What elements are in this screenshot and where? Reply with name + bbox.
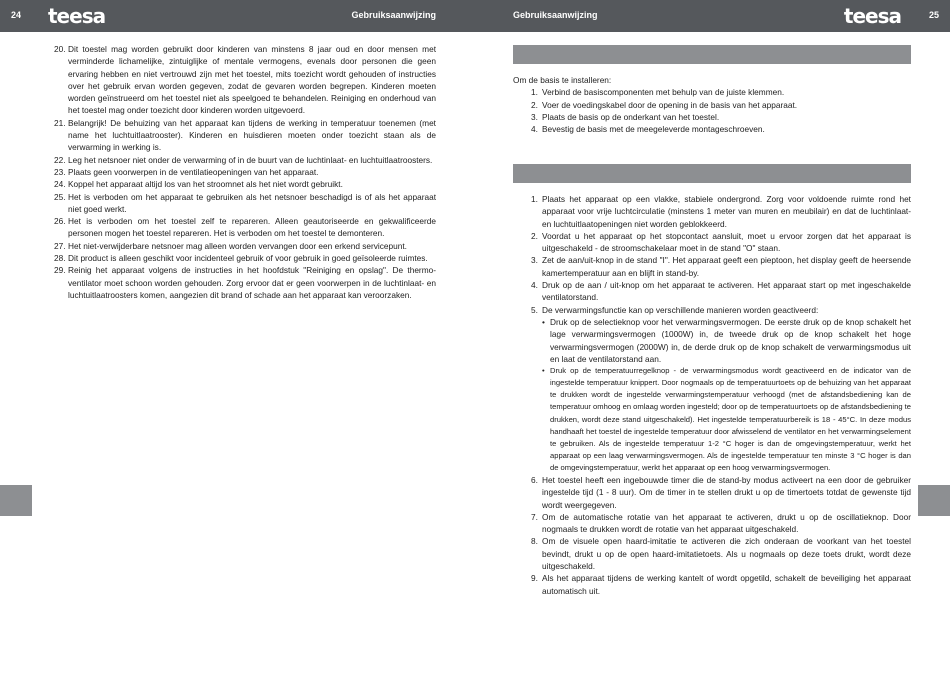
item-number: 4.	[531, 124, 538, 135]
item-number: 23.	[54, 166, 66, 177]
side-tab-right	[918, 485, 950, 516]
item-number: 20.	[54, 44, 66, 54]
usage-steps	[513, 193, 911, 316]
item-number: 27.	[54, 240, 66, 251]
item-text: Leg het netsnoer niet onder de verwarming of in de buurt van de luchtinlaat- en luchtuitlaatroosters.	[68, 154, 433, 165]
header-title-right: Gebruiksaanwijzing	[513, 10, 598, 20]
usage-step	[513, 535, 911, 572]
list-item	[54, 178, 436, 190]
item-text: Verbind de basiscomponenten met behulp van de juiste klemmen.	[542, 87, 785, 98]
usage-step	[513, 230, 911, 255]
item-text: Om de visuele open haard-imitatie te activeren die zich onderaan de voorkant van het toestel bevindt, drukt u op de open haard-imitatietoets. Als u nogmaals op deze toets drukt, wordt deze uitgeschakeld.	[542, 536, 911, 572]
item-text: Dit product is alleen geschikt voor incidenteel gebruik of voor gebruik in goed geïsoleerde ruimtes.	[68, 253, 428, 264]
item-number: 22.	[54, 154, 66, 165]
item-text: Dit toestel mag worden gebruikt door kinderen van minstens 8 jaar oud en door mensen met verminderde lichamelijke, zintuiglijke of mentale vermogens, evenals door personen die geen ervaring hebben en niet vertrouwd zijn met het toestel, mits toezicht wordt gehouden of instructies over het gebruik ervan worden gegeven, zodat de gevaren worden begrepen. Kinderen moeten worden geïnstrueerd om het toestel niet als speelgoed te behandelen. Reiniging en onderhoud van het toestel mag onder toezicht door kinderen worden uitgevoerd.	[68, 44, 436, 116]
section-header-installation	[513, 45, 911, 64]
usage-step	[513, 279, 911, 304]
list-item	[54, 43, 436, 117]
item-number: 3.	[531, 111, 538, 122]
item-number: 2.	[531, 99, 538, 110]
item-number: 2.	[531, 230, 538, 241]
item-text: Druk op de aan / uit-knop om het apparaat te activeren. Het apparaat start op met ingeschakelde ventilatorstand.	[542, 280, 911, 303]
item-text: Belangrijk! De behuizing van het apparaat kan tijdens de werking in temperatuur toenemen (met name het luchtuitlaatrooster). Kinderen en huisdieren moeten onder toezicht staan als de verwarming in werking is.	[68, 117, 436, 153]
install-steps	[513, 86, 911, 135]
usage-section	[513, 193, 911, 597]
item-number: 29.	[54, 265, 66, 276]
item-text: Het niet-verwijderbare netsnoer mag alleen worden vervangen door een erkend servicepunt.	[68, 240, 407, 251]
item-number: 21.	[54, 117, 66, 128]
item-text: De verwarmingsfunctie kan op verschillende manieren worden geactiveerd:	[542, 304, 819, 315]
item-number: 3.	[531, 255, 538, 266]
item-number: 28.	[54, 253, 66, 264]
item-text: Plaats geen voorwerpen in de ventilatieopeningen van het apparaat.	[68, 166, 319, 177]
item-text: Koppel het apparaat altijd los van het stroomnet als het niet wordt gebruikt.	[68, 179, 343, 190]
item-number: 1.	[531, 194, 538, 204]
header-bar-right	[475, 0, 918, 32]
heating-option-power: • Druk op de selectieknop voor het verwarmingsvermogen. De eerste druk op de knop schakelt het lage verwarmingsvermogen (1000W) in, de tweede druk op de knop schakelt het hoge verwarmingsvermogen (2000W) in, de derde druk op de knop schakelt de verwarmingsmodus uit en laat de ventilatorstand aan.	[542, 316, 911, 365]
list-item	[54, 240, 436, 252]
page-number-right: 25	[918, 0, 950, 32]
item-text: Plaats de basis op de onderkant van het toestel.	[542, 111, 720, 122]
side-tab-left	[0, 485, 32, 516]
usage-step	[513, 511, 911, 536]
item-number: 26.	[54, 216, 66, 227]
item-text: Plaats het apparaat op een vlakke, stabiele ondergrond. Zorg voor voldoende ruimte rond het apparaat voor vrije luchtcirculatie (minstens 1 meter van muren en meubilair) en dat de luchtinlaat- en luchtuitlaatopeningen niet worden geblokkeerd.	[542, 194, 911, 229]
item-text: Bevestig de basis met de meegeleverde montageschroeven.	[542, 124, 765, 135]
install-intro: Om de basis te installeren:	[513, 75, 612, 85]
item-text: Reinig het apparaat volgens de instructies in het hoofdstuk "Reiniging en opslag". De thermo-ventilator moet schoon worden gehouden. Zorg ervoor dat er geen voorwerpen in de luchtinlaat- en luchtuitlaatroosters komen, aangezien dit brand of schade aan het apparaat kan veroorzaken.	[68, 265, 436, 300]
item-text: Voer de voedingskabel door de opening in de basis van het apparaat.	[542, 99, 798, 110]
item-text: Als het apparaat tijdens de werking kantelt of wordt opgetild, schakelt de beveiliging het apparaat automatisch uit.	[542, 573, 911, 596]
usage-step	[513, 254, 911, 279]
usage-step	[513, 572, 911, 597]
item-text: Het is verboden om het apparaat te gebruiken als het netsnoer beschadigd is of als het apparaat niet goed werkt.	[68, 191, 436, 214]
item-text: Het is verboden om het toestel zelf te repareren. Alleen geautoriseerde en gekwalificeerde personen mogen het toestel repareren. Het is verboden om het toestel te demonteren.	[68, 216, 436, 239]
item-number: 6.	[531, 475, 538, 485]
item-text: Zet de aan/uit-knop in de stand "I". Het apparaat geeft een pieptoon, het display geeft de heersende kamertemperatuur aan en blijft in stand-by.	[542, 255, 911, 278]
list-item	[54, 252, 436, 264]
usage-steps-continued	[513, 474, 911, 597]
safety-list	[54, 43, 436, 301]
item-text: Om de automatische rotatie van het apparaat te activeren, drukt u op de oscillatieknop. Door nogmaals te drukken wordt de rotatie van het apparaat uitgeschakeld.	[542, 511, 911, 535]
item-number: 5.	[531, 304, 538, 315]
section-header-usage	[513, 164, 911, 183]
list-item	[54, 191, 436, 216]
list-item	[54, 117, 436, 154]
brand-logo-left: teesa	[48, 4, 106, 28]
install-step	[513, 86, 911, 98]
install-step	[513, 99, 911, 111]
list-item	[54, 264, 436, 301]
usage-step	[513, 193, 911, 230]
item-number: 9.	[531, 573, 538, 584]
header-title-left: Gebruiksaanwijzing	[351, 10, 436, 20]
item-number: 25.	[54, 191, 66, 202]
page-number-left: 24	[0, 0, 32, 32]
installation-section	[513, 74, 911, 135]
brand-logo-right: teesa	[843, 4, 901, 28]
item-text: Het toestel heeft een ingebouwde timer die de stand-by modus activeert na een door de gebruiker ingestelde tijd (1 - 8 uur). Om de timer in te stellen drukt u op de timertoets totdat de gewenste tijd wordt weergegeven.	[542, 475, 911, 510]
heating-options	[542, 316, 911, 474]
heating-option-temperature: • Druk op de temperatuurregelknop - de verwarmingsmodus wordt geactiveerd en de indicator van de ingestelde temperatuur knippert. Door nogmaals op de temperatuurtoets op de behuizing van het apparaat te drukken wordt de ingestelde verwarmingstemperatuur verhoogd (met de afstandsbediening kan de temperatuur omhoog en omlaag worden ingesteld; door op de temperatuurtoets op de afstandsbediening te drukken, wordt deze stand uitgeschakeld). Het ingestelde temperatuurbereik is 18 - 45°C. In deze modus handhaaft het toestel de ingestelde temperatuur door afwisselend de ventilator en het verwarmingselement te gebruiken. Als de ingestelde temperatuur 1-2 °C hoger is dan de omgevingstemperatuur, werkt het apparaat op een laag verwarmingsvermogen. Als de ingestelde temperatuur ten minste 3 °C hoger is dan de omgevingstemperatuur, werkt het apparaat op een hoog verwarmingsvermogen.	[542, 365, 911, 474]
item-number: 8.	[531, 536, 538, 547]
item-number: 4.	[531, 280, 538, 291]
item-text: Voordat u het apparaat op het stopcontact aansluit, moet u ervoor zorgen dat het apparaat is uitgeschakeld - de stroomschakelaar moet in de stand "O" staan.	[542, 230, 911, 254]
install-step	[513, 123, 911, 135]
header-bar-left	[32, 0, 475, 32]
list-item	[54, 154, 436, 166]
install-step	[513, 111, 911, 123]
item-number: 1.	[531, 87, 538, 98]
usage-step	[513, 474, 911, 511]
usage-step	[513, 304, 911, 316]
safety-instructions	[54, 43, 436, 301]
list-item	[54, 166, 436, 178]
item-number: 24.	[54, 179, 66, 190]
list-item	[54, 215, 436, 240]
item-number: 7.	[531, 511, 538, 522]
